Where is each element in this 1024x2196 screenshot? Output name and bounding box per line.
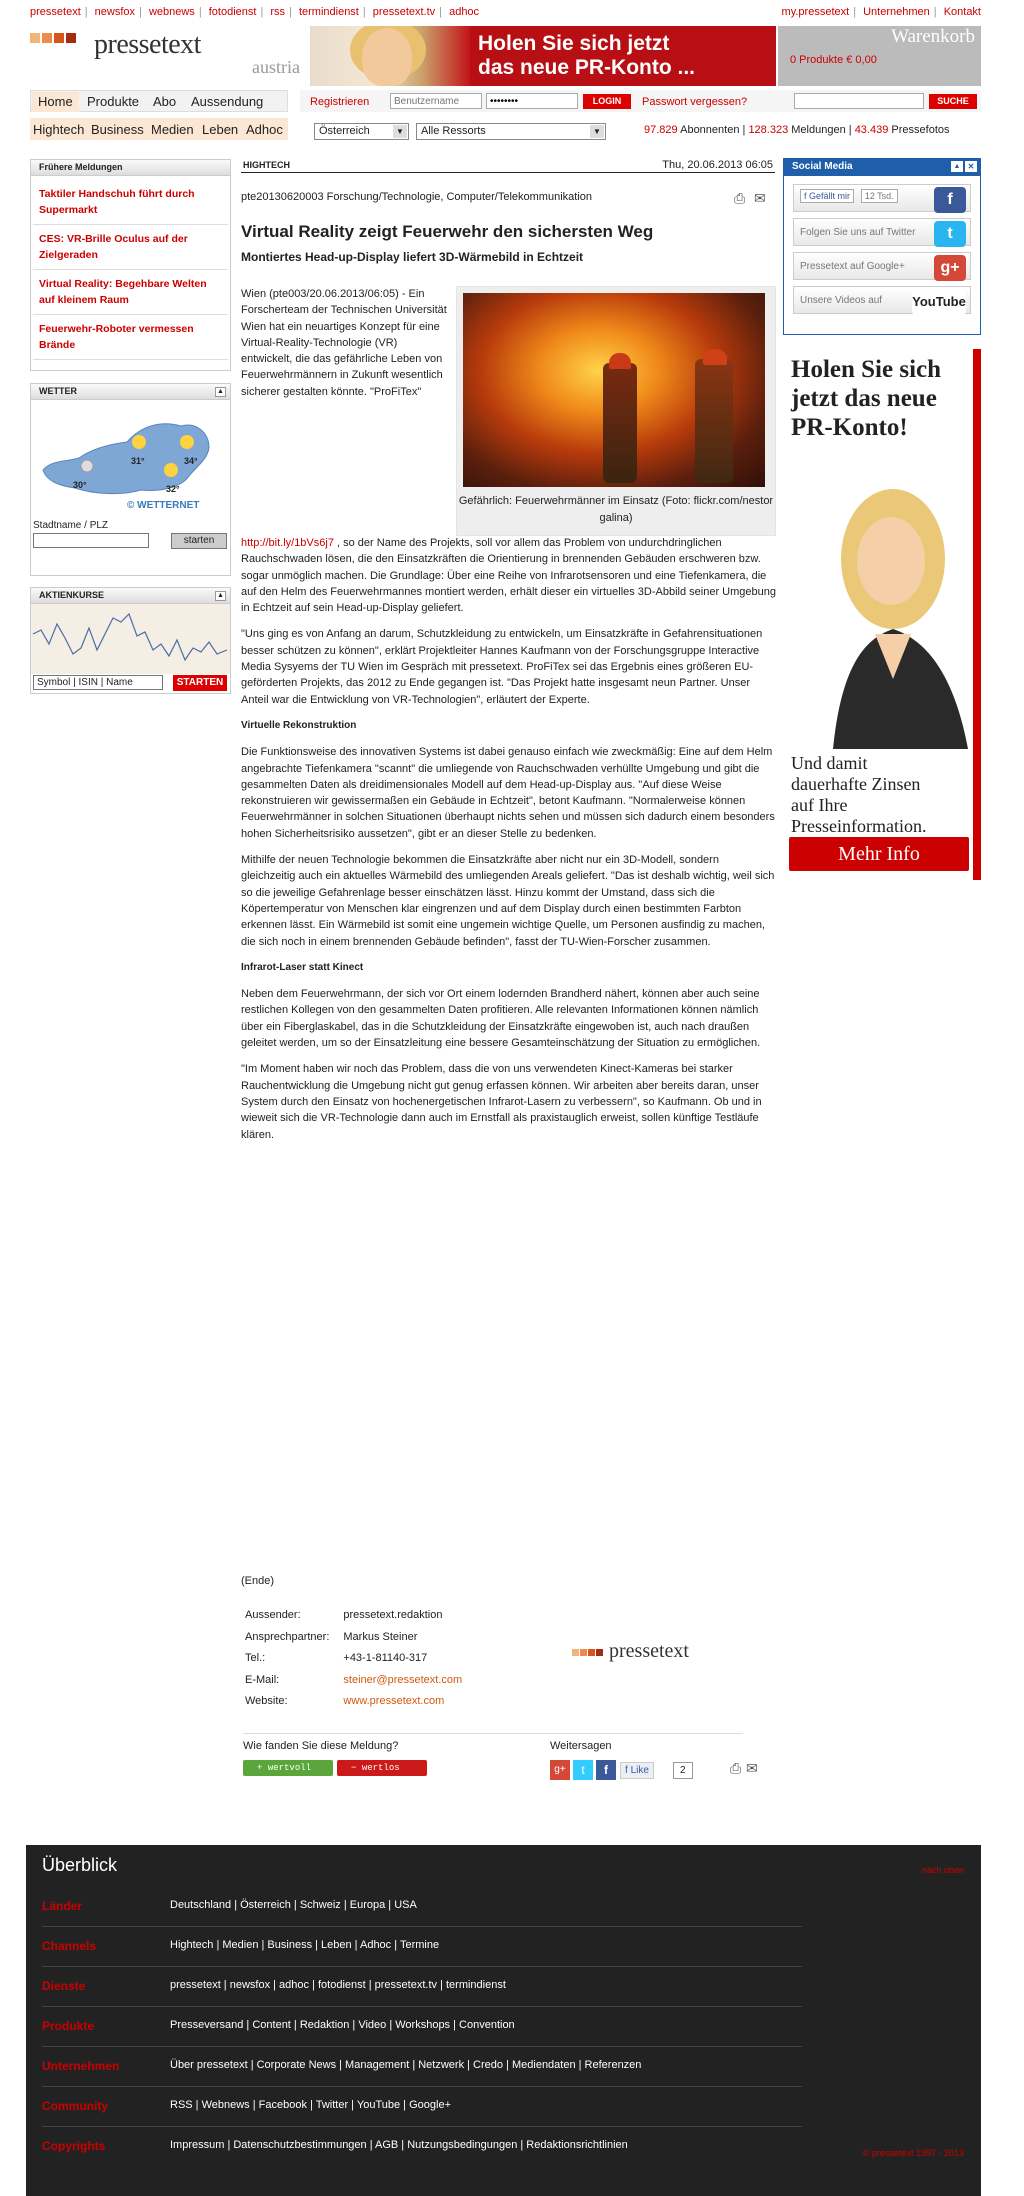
article-paragraph: Die Funktionsweise des innovativen Systems ist dabei genauso einfach wie zweckmäßig: Eine auf dem Helm angebrachte Tiefenkamera "scannt" die umliegende von Rauchschwaden verhüllte Umgebung und gibt die gesammelten Daten als dreidimensionales Modell auf dem Head-up-Display aus. "Auf diese Weise rekonstruieren wir gewissermaßen ein Gebäude in Echtzeit", betont Kaufmann. "Normalerweise können Feuerwehrmänner in solchen Situationen überhaupt nichts sehen und müssen sich dadurch einem besonders hohen Sicherheitsrisiko aussetzen", gibt er an dieser Stelle zu bedenken.	[241, 746, 775, 840]
stat-messages: 128.323	[748, 124, 789, 136]
minus-icon: −	[351, 1763, 362, 1773]
rating-section	[243, 1733, 758, 1777]
weather-map[interactable]	[31, 400, 230, 520]
overview-row-company: Unternehmen Über pressetext | Corporate News | Management | Netzwerk | Credo | Mediendaten | Referenzen	[42, 2047, 802, 2087]
pr-konto-ad[interactable]	[783, 349, 981, 880]
overview-title: Überblick	[42, 1855, 118, 1875]
youtube-icon[interactable]: YouTube	[912, 289, 966, 315]
print-icon[interactable]: ⎙	[734, 190, 746, 206]
weather-box	[30, 383, 231, 576]
stocks-start-button[interactable]: STARTEN	[173, 675, 227, 691]
contact-sender: pressetext.redaktion	[343, 1609, 443, 1621]
search-input[interactable]	[794, 93, 924, 109]
login-bar	[300, 90, 981, 112]
facebook-like-button[interactable]: f Like	[620, 1762, 654, 1779]
site-logo[interactable]	[30, 29, 300, 77]
close-icon[interactable]: ✕	[965, 161, 977, 172]
rate-good-button[interactable]: + wertvoll	[243, 1760, 333, 1776]
top-link-pressetext-tv[interactable]: pressetext.tv	[372, 6, 436, 18]
earlier-news-item[interactable]: Feuerwehr-Roboter vermessen Brände	[33, 315, 228, 360]
main-nav	[30, 90, 288, 112]
contact-email[interactable]: steiner@pressetext.com	[343, 1673, 463, 1686]
overview-links[interactable]: Impressum | Datenschutzbestimmungen | AGB | Nutzungsbedingungen | Redaktionsrichtlinien	[170, 2139, 628, 2151]
facebook-like-button[interactable]: f Gefällt mir	[800, 189, 854, 203]
banner-photo	[310, 26, 470, 86]
article-heading: Virtuelle Rekonstruktion	[241, 719, 357, 731]
rating-question: Wie fanden Sie diese Meldung?	[243, 1740, 399, 1752]
banner-text: Holen Sie sich jetzt das neue PR-Konto ...	[478, 32, 696, 79]
google-plus-icon[interactable]: g+	[934, 255, 966, 281]
twitter-icon[interactable]: t	[573, 1760, 593, 1780]
stocks-box	[30, 587, 231, 694]
article-id-line: pte20130620003 Forschung/Technologie, Computer/Telekommunikation	[241, 191, 593, 203]
pressetext-logo: pressetext	[572, 1640, 689, 1663]
overview-row-products: Produkte Presseversand | Content | Redaktion | Video | Workshops | Convention	[42, 2007, 802, 2047]
logo-square-icon	[30, 33, 40, 43]
google-plus-row[interactable]: Pressetext auf Google+ g+	[793, 252, 971, 280]
facebook-icon[interactable]: f	[934, 187, 966, 213]
top-link-termindienst[interactable]: termindienst	[298, 6, 359, 18]
article-end: (Ende)	[241, 1575, 275, 1587]
article-paragraph: Neben dem Feuerwehrmann, der sich vor Ort einem lodernden Brandherd nähert, können aber auch seine restlichen Kollegen von den gesammelten Daten profitieren. Alle relevanten Informationen können nämlich über ein Fiberglaskabel, das in die Schutzkleidung der Einsatzkräfte eingewoben ist, auch nach draußen geleitet werden, um so der Einsatzleitung eine bessere Gesamteinschätzung der Situation zu ermöglichen.	[241, 988, 761, 1050]
facebook-icon[interactable]: f	[596, 1760, 616, 1780]
chevron-down-icon: ▼	[590, 125, 604, 138]
earlier-news-box	[30, 159, 231, 371]
subnav-business[interactable]: Business	[91, 122, 144, 137]
country-select[interactable]: Österreich ▼	[314, 123, 409, 140]
subnav-leben[interactable]: Leben	[202, 122, 239, 137]
overview-links[interactable]: Presseversand | Content | Redaktion | Video | Workshops | Convention	[170, 2019, 515, 2031]
ressort-select[interactable]: Alle Ressorts ▼	[416, 123, 606, 140]
stat-photos: 43.439	[854, 124, 889, 136]
like-count: 2	[673, 1762, 693, 1779]
cart-title: Warenkorb	[891, 26, 975, 47]
article-paragraph: Mithilfe der neuen Technologie bekommen die Einsatzkräfte aber nicht nur ein 3D-Modell, sondern gleichzeitig auch ein aktuelles Wärmebild des umliegenden Areals geliefert. "Das ist deshalb wichtig, weil sich so die jeweilige Gefahrenlage besser einschätzen lässt. Hinzu kommt der Umstand, dass sich die Köpertemperatur von Menschen klar eingrenzen und auf dem Display durch einen bestimmten Farbton erkennen lässt. Ein Wärmebild ist somit eine ungemein wichtige Quelle, um Personen ausfindig zu machen, die sich noch in einem brennenden Gebäude befinden", fasst der TU-Wien-Forscher zusammen.	[241, 854, 775, 948]
temp-label: 30°	[73, 480, 87, 490]
city-input[interactable]	[33, 533, 149, 548]
temp-label: 32°	[166, 484, 180, 494]
contact-person: Markus Steiner	[343, 1630, 418, 1643]
twitter-row[interactable]: Folgen Sie uns auf Twitter t	[793, 218, 971, 246]
ad-headline: Holen Sie sich jetzt das neue PR-Konto!	[791, 356, 942, 441]
top-link-pressetext[interactable]: pressetext	[30, 6, 81, 18]
top-links-right: my.pressetext | Unternehmen | Kontakt	[781, 6, 981, 18]
collapse-icon[interactable]: ▲	[951, 161, 963, 172]
article-category-bar	[241, 158, 775, 173]
overview-row-channels: Channels Hightech | Medien | Business | Leben | Adhoc | Termine	[42, 1927, 802, 1967]
article-paragraph: "Uns ging es von Anfang an darum, Schutzkleidung zu entwickeln, um Einsatzkräfte in Gefahrensituationen besser schützen zu können", erklärt Projektleiter Hannes Kaufmann von der Forschungsgruppe Interactive Media Sysyems der TU Wien im Gespräch mit pressetext. ProFiTex sei das Ergebnis eines größeren EU-geförderten Projekts, das 2012 zu Ende gegangen ist. "Das Projekt hatte insgesamt neun Partner. Unser Anteil war die Entwicklung von VR-Technologien", erläutert der Experte.	[241, 628, 763, 706]
social-title: Social Media	[792, 161, 853, 172]
collapse-icon[interactable]: ▲	[215, 591, 226, 601]
top-link-rss[interactable]: rss	[270, 6, 286, 18]
facebook-count: 12 Tsd.	[861, 189, 898, 203]
contact-phone: +43-1-81140-317	[343, 1652, 428, 1664]
copyright-text: © pressetext 1997 - 2013	[862, 2148, 964, 2158]
article-lead-cont: http://bit.ly/1bVs6j7 , so der Name des Projekts, soll vor allem das Problem von undurchdringlichen Rauchschwaden lösen, die den Einsatzkräften die Orientierung in brennenden Gebäuden erschweren bzw. sogar unmöglich machen. Die Grundlage: Über eine Reihe von Infrarotsensoren und eine Tiefenkamera, die auf den Helm des Feuerwehrmannes montiert werden, erhält dieser ein virtuelles 3D-Abbild seiner Umgebung in Echtzeit auf sein Head-up-Display geliefert. "Uns ging es von Anfang an darum, Schutzkleidung zu entwickeln, um Einsatzkräfte in Gefahrensituationen besser schützen zu können", erklärt Projektleiter Hannes Kaufmann von der Forschungsgruppe Interactive Media Sysyems der TU Wien im Gespräch mit pressetext. ProFiTex sei das Ergebnis eines größeren EU-geförderten Projekts, das 2012 zu Ende gegangen ist. "Das Projekt hatte insgesamt neun Partner. Unser Anteil war die Entwicklung von VR-Technologien", erläutert der Experte. Virtuelle Rekonstruktion Die Funktionsweise des innovativen Systems ist dabei genauso einfach wie zweckmäßig: Eine auf dem Helm angebrachte Tiefenkamera "scannt" die umliegende von Rauchschwaden verhüllte Umgebung und gibt die gesammelten Daten als dreidimensionales Modell auf dem Head-up-Display aus. "Auf diese Weise rekonstruieren wir gewissermaßen ein Gebäude in Echtzeit", betont Kaufmann. "Normalerweise können Feuerwehrmänner in solchen Situationen überhaupt nichts sehen und müssen sich dadurch einem besonders hohen Sicherheitsrisiko aussetzen", gibt er an dieser Stelle zu bedenken. Mithilfe der neuen Technologie bekommen die Einsatzkräfte aber nicht nur ein 3D-Modell, sondern gleichzeitig auch ein aktuelles Wärmebild des umliegenden Areals geliefert. "Das ist deshalb wichtig, weil sich so die jeweilige Gefahrenlage besser einschätzen lässt. Hinzu kommt der Umstand, dass sich die Köpertemperatur von Menschen klar eingrenzen und auf dem Display durch einen bestimmten Farbton erkennen lässt. Ein Wärmebild ist somit eine ungemein wichtige Quelle, um Personen ausfindig zu machen, die sich noch in einem brennenden Gebäude befinden", fasst der TU-Wien-Forscher zusammen. Infrarot-Laser statt Kinect Neben dem Feuerwehrmann, der sich vor Ort einem lodernden Brandherd nähert, können aber auch seine restlichen Kollegen von den gesammelten Daten profitieren. Alle relevanten Informationen können nämlich über ein Fiberglaskabel, das in die Schutzkleidung der Einsatzkräfte eingewoben ist, auch nach draußen geleitet werden, um so der Einsatzleitung eine bessere Gesamteinschätzung der Situation zu ermöglichen. "Im Moment haben wir noch das Problem, dass die von uns verwendeten Kinect-Kameras bei starker Rauchentwicklung die Umgebung nicht gut genug erfassen können. Wir arbeiten aber bereits daran, unser System durch den Einsatz von hochenergetischen Infrarot-Lasern zu verbessern", so Kaufmann. Ob und in wieweit sich die VR-Technologie dann auch im Ernstfall als praxistauglich erweist, sollen künftige Testläufe klären.	[241, 535, 776, 1153]
top-banner-ad[interactable]	[310, 26, 776, 86]
stocks-input[interactable]: Symbol | ISIN | Name	[33, 675, 163, 690]
social-media-box	[783, 158, 981, 335]
login-button[interactable]: LOGIN	[583, 94, 631, 109]
overview-links[interactable]: Über pressetext | Corporate News | Management | Netzwerk | Credo | Mediendaten | Referenzen	[170, 2059, 642, 2071]
username-input[interactable]	[390, 93, 482, 109]
shopping-cart[interactable]	[778, 26, 981, 86]
more-info-button[interactable]: Mehr Info	[789, 837, 969, 871]
top-links: pressetext | newsfox | webnews | fotodienst | rss | termindienst | pressetext.tv | adhoc	[30, 6, 480, 18]
search-button[interactable]: SUCHE	[929, 94, 977, 109]
contact-table: Aussender: pressetext.redaktion Ansprechpartner: Markus Steiner Tel.: +43-1-81140-317 E-Mail: steiner@pressetext.com Website: www.pressetext.com	[243, 1604, 476, 1714]
plus-icon: +	[257, 1763, 268, 1773]
facebook-icon: f	[625, 1765, 631, 1776]
share-title: Weitersagen	[550, 1740, 612, 1752]
temp-label: 31°	[131, 456, 145, 466]
stock-chart-icon	[31, 604, 230, 674]
overview-row-services: Dienste pressetext | newsfox | adhoc | fotodienst | pressetext.tv | termindienst	[42, 1967, 802, 2007]
photo-caption: Gefährlich: Feuerwehrmänner im Einsatz (Foto: flickr.com/nestor galina)	[458, 495, 774, 524]
article-category: HIGHTECH	[243, 160, 290, 170]
cart-status: 0 Produkte € 0,00	[790, 54, 877, 66]
overview-row-copyrights: Copyrights Impressum | Datenschutzbestimmungen | AGB | Nutzungsbedingungen | Redaktionsrichtlinien	[42, 2139, 628, 2153]
rate-bad-button[interactable]: − wertlos	[337, 1760, 427, 1776]
earlier-news-item[interactable]: Virtual Reality: Begehbare Welten auf kleinem Raum	[33, 270, 228, 315]
forgot-password-link[interactable]: Passwort vergessen?	[642, 96, 748, 108]
facebook-row[interactable]	[793, 184, 971, 212]
facebook-icon: f	[804, 191, 810, 201]
weather-title: WETTER	[39, 386, 77, 396]
contact-website[interactable]: www.pressetext.com	[343, 1695, 445, 1707]
stats-bar: 97.829 Abonnenten | 128.323 Meldungen | 43.439 Pressefotos	[644, 124, 950, 136]
mail-icon[interactable]: ✉	[754, 190, 766, 206]
youtube-row[interactable]: Unsere Videos auf YouTube	[793, 286, 971, 314]
print-icon[interactable]: ⎙	[730, 1760, 742, 1776]
ad-text: Und damit dauerhafte Zinsen auf Ihre Presseinformation.	[791, 753, 927, 836]
nav-aussendung[interactable]: Aussendung	[191, 94, 264, 109]
google-plus-icon[interactable]: g+	[550, 1760, 570, 1780]
logo-name: pressetext	[94, 29, 201, 60]
weather-start-button[interactable]: starten	[171, 533, 227, 549]
earlier-news-item[interactable]: Taktiler Handschuh führt durch Supermarkt	[33, 180, 228, 225]
top-link-my-pressetext[interactable]: my.pressetext	[781, 6, 850, 18]
overview-links[interactable]: pressetext | newsfox | adhoc | fotodienst | pressetext.tv | termindienst	[170, 1979, 506, 1991]
logo-sub: austria	[252, 57, 300, 77]
top-link-webnews[interactable]: webnews	[148, 6, 195, 18]
overview-footer	[26, 1845, 981, 2196]
article-date: Thu, 20.06.2013 06:05	[662, 159, 773, 171]
earlier-news-title: Frühere Meldungen	[31, 160, 230, 176]
logo-square-icon	[66, 33, 76, 43]
wetternet-logo: © WETTERNET	[127, 500, 200, 511]
twitter-icon[interactable]: t	[934, 221, 966, 247]
top-link-unternehmen[interactable]: Unternehmen	[863, 6, 930, 18]
overview-links[interactable]: Hightech | Medien | Business | Leben | Adhoc | Termine	[170, 1939, 440, 1951]
overview-links[interactable]: Deutschland | Österreich | Schweiz | Europa | USA	[170, 1899, 417, 1911]
city-label: Stadtname / PLZ	[33, 520, 109, 531]
project-link[interactable]: http://bit.ly/1bVs6j7	[241, 537, 334, 549]
nav-abo[interactable]: Abo	[153, 94, 177, 109]
article-lead: Wien (pte003/20.06.2013/06:05) - Ein Forscherteam der Technischen Universität Wien hat ein neuartiges Konzept für eine Virtual-Reality-Technologie (VR) entwickelt, die das gefährliche Leben von Feuerwehrmännern in Zukunft wesentlich sicherer gestalten könnte. "ProFiTex"	[241, 288, 447, 398]
article-heading: Infrarot-Laser statt Kinect	[241, 961, 364, 973]
collapse-icon[interactable]: ▲	[215, 387, 226, 397]
temp-label: 34°	[184, 456, 198, 466]
earlier-news-item[interactable]: CES: VR-Brille Oculus auf der Zielgeraden	[33, 225, 228, 270]
top-link-adhoc[interactable]: adhoc	[449, 6, 480, 18]
logo-square-icon	[42, 33, 52, 43]
nav-home[interactable]: Home	[32, 92, 79, 112]
stocks-title: AKTIENKURSE	[39, 590, 105, 600]
overview-links[interactable]: RSS | Webnews | Facebook | Twitter | YouTube | Google+	[170, 2099, 451, 2111]
top-link-fotodienst[interactable]: fotodienst	[208, 6, 257, 18]
subnav-medien[interactable]: Medien	[151, 122, 194, 137]
back-to-top-link[interactable]: nach oben	[921, 1865, 964, 1875]
article-subtitle: Montiertes Head-up-Display liefert 3D-Wärmebild in Echtzeit	[241, 250, 584, 264]
top-link-kontakt[interactable]: Kontakt	[943, 6, 981, 18]
top-link-newsfox[interactable]: newsfox	[94, 6, 136, 18]
logo-square-icon	[54, 33, 64, 43]
nav-produkte[interactable]: Produkte	[87, 94, 140, 109]
ad-woman-photo	[823, 469, 973, 749]
overview-row-countries: Länder Deutschland | Österreich | Schweiz | Europa | USA	[42, 1887, 802, 1927]
password-input[interactable]	[486, 93, 578, 109]
stat-subscribers: 97.829	[644, 124, 678, 136]
stocks-chart	[31, 604, 230, 674]
register-link[interactable]: Registrieren	[310, 96, 370, 108]
article-paragraph: "Im Moment haben wir noch das Problem, dass die von uns verwendeten Kinect-Kameras bei starker Rauchentwicklung die Umgebung nicht gut genug erfassen können. Wir arbeiten aber bereits daran, unser System durch den Einsatz von hochenergetischen Infrarot-Lasern zu verbessern", so Kaufmann. Ob und in wieweit sich die VR-Technologie dann auch im Ernstfall als praxistauglich erweist, sollen künftige Testläufe klären.	[241, 1063, 762, 1141]
sub-nav	[30, 118, 288, 140]
overview-row-community: Community RSS | Webnews | Facebook | Twitter | YouTube | Google+	[42, 2087, 802, 2127]
article-title: Virtual Reality zeigt Feuerwehr den sichersten Weg	[241, 222, 654, 241]
subnav-adhoc[interactable]: Adhoc	[246, 122, 283, 137]
subnav-hightech[interactable]: Hightech	[33, 122, 85, 137]
mail-icon[interactable]: ✉	[746, 1760, 758, 1776]
chevron-down-icon: ▼	[393, 125, 407, 138]
